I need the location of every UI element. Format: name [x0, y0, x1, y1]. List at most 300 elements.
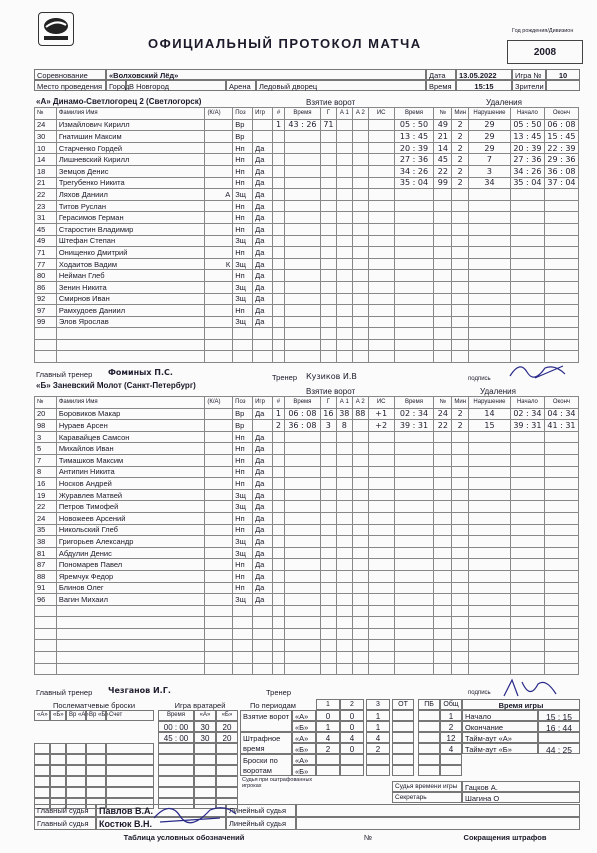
player-position: Нп: [233, 154, 253, 166]
player-role: [205, 270, 233, 282]
penalty-cell: [452, 489, 469, 501]
player-name: Смирнов Иван: [56, 293, 205, 305]
goal-cell: [272, 559, 284, 571]
penalty-cell: [469, 443, 511, 455]
player-role: [205, 663, 233, 675]
player-role: [205, 605, 233, 617]
goal-cell: [352, 305, 368, 317]
player-position: [233, 617, 253, 629]
goal-cell: [352, 212, 368, 224]
goal-cell: [368, 351, 394, 363]
goal-cell: [368, 466, 394, 478]
penalty-cell: [452, 189, 469, 201]
goal-header: А 2: [352, 108, 368, 120]
ref-2: Костюк В.Н.: [96, 817, 226, 830]
goal-cell: [272, 536, 284, 548]
player-plays: [253, 351, 273, 363]
player-number: 71: [35, 247, 57, 259]
goal-cell: [284, 652, 320, 664]
player-number: 10: [35, 142, 57, 154]
player-position: Нп: [233, 559, 253, 571]
penalty-cell: [510, 305, 544, 317]
player-row: [35, 189, 579, 201]
penalty-cell: [452, 640, 469, 652]
goal-cell: [320, 431, 336, 443]
player-number: 91: [35, 582, 57, 594]
shootout-head: «А»: [34, 710, 50, 721]
timeout-a-label: Тайм-аут «А»: [462, 732, 538, 743]
penalty-cell: [434, 258, 452, 270]
penalty-cell: [544, 258, 578, 270]
penalty-cell: 15: [469, 420, 511, 432]
goalie-cell: [194, 787, 216, 798]
penalty-cell: [469, 536, 511, 548]
periods-label: По периодам: [250, 701, 296, 710]
goal-cell: [320, 305, 336, 317]
penalty-header: Нарушение: [469, 108, 511, 120]
player-role: [205, 443, 233, 455]
penalty-header: Начало: [510, 397, 544, 409]
player-row: [35, 570, 579, 582]
penalty-cell: 27 : 36: [394, 154, 434, 166]
period-cell: [366, 765, 390, 776]
penalty-cell: [544, 212, 578, 224]
goal-cell: [352, 131, 368, 143]
goal-cell: [336, 305, 352, 317]
goal-cell: [320, 501, 336, 513]
goalie-head: Время: [158, 710, 194, 721]
player-number: 8: [35, 466, 57, 478]
player-role: [205, 142, 233, 154]
penalty-cell: 20 : 39: [510, 142, 544, 154]
goal-cell: [336, 547, 352, 559]
goal-cell: [284, 223, 320, 235]
penalty-cell: [544, 270, 578, 282]
penalty-cell: [469, 559, 511, 571]
team-tag: «А»: [292, 732, 316, 743]
penalty-cell: [434, 351, 452, 363]
penalty-cell: [452, 547, 469, 559]
goalie-cell: [194, 776, 216, 787]
period-cell: 4: [366, 732, 390, 743]
player-role: [205, 293, 233, 305]
team-a-signature: [505, 358, 575, 384]
team-tag: «Б»: [292, 743, 316, 754]
player-row: [35, 142, 579, 154]
penalty-cell: 15 : 45: [544, 131, 578, 143]
player-plays: Да: [253, 305, 273, 317]
period-cell: 1: [316, 721, 340, 732]
goal-header: А 1: [336, 108, 352, 120]
player-number: 38: [35, 536, 57, 548]
penalty-cell: [469, 524, 511, 536]
penalty-cell: [434, 443, 452, 455]
start-label: Начало: [462, 710, 538, 721]
goal-cell: [352, 489, 368, 501]
penalty-header: Нарушение: [469, 397, 511, 409]
penalty-cell: [544, 489, 578, 501]
penalty-cell: [544, 478, 578, 490]
timeout-a-value: [538, 732, 580, 743]
goal-cell: [284, 131, 320, 143]
spectators-label: Зрители: [512, 80, 546, 91]
penalty-cell: 2: [452, 142, 469, 154]
player-role: [205, 617, 233, 629]
goal-cell: [320, 628, 336, 640]
period-cell: [440, 754, 462, 765]
goalie-head: «А»: [194, 710, 216, 721]
penalty-cell: [394, 466, 434, 478]
shootout-head: Счет: [106, 710, 154, 721]
penalty-cell: [510, 281, 544, 293]
penalty-cell: [510, 536, 544, 548]
goal-cell: [352, 628, 368, 640]
goal-cell: [272, 431, 284, 443]
penalty-cell: [452, 605, 469, 617]
player-plays: Да: [253, 247, 273, 259]
place-label: Место проведения: [34, 80, 106, 91]
goal-header: ИС: [368, 108, 394, 120]
player-name: [56, 605, 205, 617]
goal-cell: [272, 478, 284, 490]
goal-cell: [336, 339, 352, 351]
player-number: [35, 640, 57, 652]
goal-cell: [273, 351, 285, 363]
period-cell: [418, 754, 440, 765]
player-position: Зщ: [233, 258, 253, 270]
player-name: Антипин Никита: [56, 466, 205, 478]
penalty-cell: [434, 431, 452, 443]
player-row: [35, 223, 579, 235]
penalty-cell: [510, 316, 544, 328]
period-cell: [392, 732, 414, 743]
player-number: 35: [35, 524, 57, 536]
goal-cell: [284, 154, 320, 166]
penalty-cell: [452, 305, 469, 317]
penalty-cell: [544, 524, 578, 536]
goal-cell: [352, 154, 368, 166]
penalty-cell: 35 : 04: [510, 177, 544, 189]
goal-cell: [284, 293, 320, 305]
footer-no: №: [364, 833, 373, 842]
player-plays: Да: [253, 316, 273, 328]
goal-cell: [336, 189, 352, 201]
player-role: [205, 281, 233, 293]
penalty-cell: [452, 443, 469, 455]
penalty-cell: [452, 466, 469, 478]
goal-cell: [284, 536, 320, 548]
penalty-cell: [452, 617, 469, 629]
goal-cell: [272, 570, 284, 582]
shootout-cell: [34, 765, 50, 776]
goalie-cell: [158, 787, 194, 798]
player-number: 3: [35, 431, 57, 443]
penalty-cell: [544, 536, 578, 548]
team-tag: «Б»: [292, 721, 316, 732]
spectators-value: [546, 80, 580, 91]
goalie-cell: [194, 743, 216, 754]
penalty-cell: [434, 536, 452, 548]
goal-cell: [352, 536, 368, 548]
goal-cell: [273, 165, 285, 177]
goal-cell: [336, 119, 352, 131]
goal-cell: [336, 142, 352, 154]
penalty-cell: [394, 582, 434, 594]
goal-header: Г: [320, 397, 336, 409]
player-row: [35, 270, 579, 282]
goalie-cell: [158, 754, 194, 765]
penalty-cell: 39 : 31: [510, 420, 544, 432]
goal-cell: [284, 570, 320, 582]
player-plays: Да: [253, 293, 273, 305]
goalie-cell: [158, 765, 194, 776]
player-role: [205, 328, 233, 340]
goal-cell: [320, 466, 336, 478]
player-position: Нп: [233, 582, 253, 594]
goal-cell: [320, 316, 336, 328]
shootout-cell: [34, 754, 50, 765]
penalty-cell: [452, 235, 469, 247]
player-row: [35, 559, 579, 571]
roster-header: Игр: [253, 397, 273, 409]
goalie-head: «Б»: [216, 710, 238, 721]
player-plays: Да: [253, 512, 273, 524]
penalty-cell: 2: [452, 177, 469, 189]
penalty-cell: 27 : 36: [510, 154, 544, 166]
player-role: [205, 165, 233, 177]
player-number: 22: [35, 501, 57, 513]
shootout-cell: [50, 787, 66, 798]
player-plays: Да: [253, 177, 273, 189]
penalty-cell: [394, 663, 434, 675]
player-plays: [253, 328, 273, 340]
penalty-cell: [469, 663, 511, 675]
pim-total-label: Штрафное время: [240, 732, 292, 754]
goal-cell: [352, 652, 368, 664]
roster-header: (К/А): [205, 108, 233, 120]
player-plays: Да: [253, 189, 273, 201]
player-name: Никольский Глеб: [56, 524, 205, 536]
penalty-cell: [544, 339, 578, 351]
player-position: Зщ: [233, 489, 253, 501]
penalty-cell: [469, 617, 511, 629]
penalty-cell: [544, 328, 578, 340]
goal-cell: [336, 605, 352, 617]
penalty-cell: [394, 223, 434, 235]
goal-cell: [284, 328, 320, 340]
goal-cell: [352, 663, 368, 675]
goal-cell: [272, 443, 284, 455]
goal-cell: [336, 154, 352, 166]
goal-cell: +2: [368, 420, 394, 432]
goal-cell: [320, 663, 336, 675]
player-role: [205, 454, 233, 466]
penalty-cell: [394, 628, 434, 640]
goal-cell: [284, 189, 320, 201]
penalty-cell: [544, 547, 578, 559]
team-a-trainer: Кузиков И.В: [306, 372, 357, 381]
penalty-cell: [434, 617, 452, 629]
penalty-cell: [394, 640, 434, 652]
player-row: [35, 316, 579, 328]
penalty-cell: [544, 305, 578, 317]
player-plays: Да: [253, 165, 273, 177]
penalty-cell: [452, 339, 469, 351]
team-a-trainer-label: Тренер: [272, 373, 297, 382]
player-name: Ходаитов Вадим: [56, 258, 205, 270]
goal-header: ИС: [368, 397, 394, 409]
period-cell: [392, 721, 414, 732]
goal-cell: [320, 594, 336, 606]
goal-cell: [320, 328, 336, 340]
shootout-cell: [66, 754, 86, 765]
player-name: Носков Андрей: [56, 478, 205, 490]
player-number: 14: [35, 154, 57, 166]
period-cell: 4: [440, 743, 462, 754]
player-row: [35, 443, 579, 455]
player-number: [35, 628, 57, 640]
goal-cell: [273, 142, 285, 154]
player-plays: Да: [253, 547, 273, 559]
goal-cell: [352, 640, 368, 652]
player-name: Герасимов Герман: [56, 212, 205, 224]
year-value: 2008: [507, 40, 583, 64]
goal-cell: [368, 177, 394, 189]
goal-cell: [320, 582, 336, 594]
penalty-cell: 05 : 50: [510, 119, 544, 131]
goal-cell: 71: [320, 119, 336, 131]
player-name: Титов Руслан: [56, 200, 205, 212]
penalty-cell: 21: [434, 131, 452, 143]
player-number: [35, 328, 57, 340]
penalty-cell: 36 : 08: [544, 165, 578, 177]
goal-cell: [284, 443, 320, 455]
penalty-cell: [510, 570, 544, 582]
player-role: [205, 351, 233, 363]
goal-cell: [320, 189, 336, 201]
goal-cell: [352, 189, 368, 201]
league-logo: [38, 12, 74, 46]
roster-header: №: [35, 108, 57, 120]
team-b-roster: [34, 396, 579, 675]
player-plays: [253, 628, 273, 640]
goal-cell: [284, 617, 320, 629]
player-position: Вр: [233, 408, 253, 420]
player-row: [35, 165, 579, 177]
player-position: Нп: [233, 142, 253, 154]
goal-cell: [320, 454, 336, 466]
roster-header: Фамилия Имя: [56, 397, 205, 409]
penalty-cell: [394, 512, 434, 524]
penalty-cell: [452, 524, 469, 536]
player-row: [35, 339, 579, 351]
goal-header: А 2: [352, 397, 368, 409]
period-head: Общ: [440, 699, 462, 710]
goal-cell: [352, 293, 368, 305]
penalty-cell: [510, 189, 544, 201]
penalty-cell: [394, 570, 434, 582]
player-role: [205, 431, 233, 443]
roster-header: Поз: [233, 108, 253, 120]
goal-cell: [284, 305, 320, 317]
penalty-cell: [434, 594, 452, 606]
goal-cell: [336, 212, 352, 224]
team-a-sign-label: подпись: [468, 376, 491, 382]
goal-cell: [368, 165, 394, 177]
player-name: [56, 628, 205, 640]
player-plays: Да: [253, 408, 273, 420]
goal-cell: 8: [336, 420, 352, 432]
player-role: [205, 339, 233, 351]
player-plays: [253, 617, 273, 629]
penalty-cell: [434, 559, 452, 571]
goal-cell: [352, 281, 368, 293]
penalty-cell: [510, 663, 544, 675]
penalty-cell: [510, 247, 544, 259]
shootout-cell: [34, 776, 50, 787]
goalie-cell: 20: [216, 721, 238, 732]
goalie-cell: 30: [194, 721, 216, 732]
player-position: Вр: [233, 119, 253, 131]
player-row: [35, 154, 579, 166]
goal-cell: [272, 605, 284, 617]
goal-cell: [352, 605, 368, 617]
shootout-cell: [66, 743, 86, 754]
penalty-cell: [394, 339, 434, 351]
penalty-cell: [394, 617, 434, 629]
player-number: 86: [35, 281, 57, 293]
shootout-cell: [50, 743, 66, 754]
penalty-cell: [434, 281, 452, 293]
player-number: 80: [35, 270, 57, 282]
goal-cell: [320, 536, 336, 548]
penalty-cell: [510, 431, 544, 443]
shootout-cell: [66, 787, 86, 798]
penalty-cell: [452, 270, 469, 282]
player-plays: [253, 663, 273, 675]
goal-cell: [273, 154, 285, 166]
goal-cell: 1: [273, 119, 285, 131]
player-name: Петров Тимофей: [56, 501, 205, 513]
goal-cell: 43 : 26: [284, 119, 320, 131]
penalty-header: Мин: [452, 108, 469, 120]
goal-cell: [352, 454, 368, 466]
goal-cell: [352, 270, 368, 282]
penalty-cell: [452, 454, 469, 466]
goal-cell: [284, 547, 320, 559]
date-label: Дата: [426, 69, 456, 80]
penalty-cell: [394, 328, 434, 340]
player-row: [35, 524, 579, 536]
penalty-cell: [394, 212, 434, 224]
goal-cell: [352, 512, 368, 524]
goal-cell: [352, 617, 368, 629]
player-row: [35, 131, 579, 143]
player-number: 21: [35, 177, 57, 189]
player-position: Зщ: [233, 316, 253, 328]
goal-cell: [284, 524, 320, 536]
player-name: Блинов Олег: [56, 582, 205, 594]
team-a-coach-label: Главный тренер: [36, 370, 93, 379]
gametime-label: Время игры: [462, 699, 580, 710]
player-row: [35, 454, 579, 466]
player-row: [35, 489, 579, 501]
goal-cell: [336, 351, 352, 363]
goal-cell: [368, 547, 394, 559]
player-number: [35, 605, 57, 617]
player-position: Зщ: [233, 235, 253, 247]
goal-cell: [320, 165, 336, 177]
